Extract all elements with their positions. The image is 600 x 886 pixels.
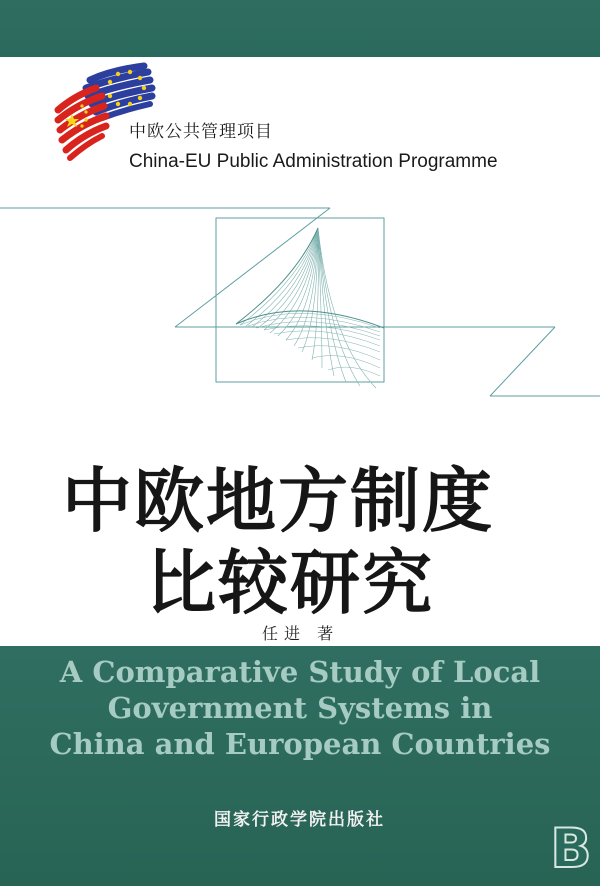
corner-letter: B [550,817,592,880]
program-name-english: China-EU Public Administration Programme [129,151,498,172]
publisher: 国家行政学院出版社 [214,810,385,830]
china-eu-flag-logo-icon [52,58,160,164]
top-color-band [0,0,600,57]
title-english-line1: A Comparative Study of Local [59,655,541,689]
title-english-line2: Government Systems in [107,691,493,725]
program-name-chinese: 中欧公共管理项目 [129,122,273,142]
title-english-line3: China and European Countries [49,727,551,761]
title-english [0,654,600,762]
author: 任进 著 [262,624,340,643]
abstract-wireframe-artwork-icon [0,200,600,410]
title-chinese-line2: 比较研究 [146,541,434,624]
title-chinese-line1: 中欧地方制度 [62,459,494,542]
